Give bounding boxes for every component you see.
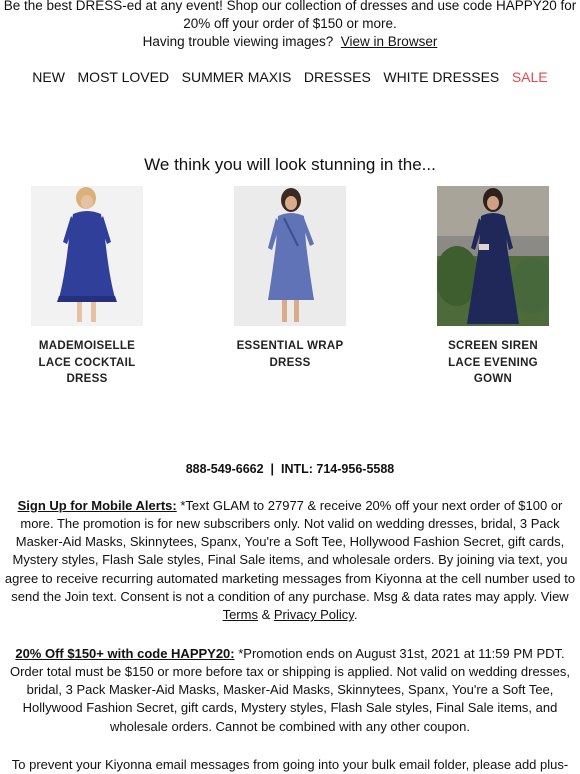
privacy-policy-link[interactable]: Privacy Policy bbox=[273, 607, 354, 623]
promo-terms-paragraph bbox=[2, 645, 578, 736]
headline: We think you will look stunning in the... bbox=[144, 155, 436, 174]
product-name[interactable]: SCREEN SIREN LACE EVENING GOWN bbox=[448, 340, 538, 385]
period: . bbox=[353, 607, 358, 623]
product-image-mademoiselle[interactable] bbox=[31, 186, 143, 326]
product-card[interactable] bbox=[437, 186, 549, 388]
mobile-alerts-body: *Text GLAM to 27977 & receive 20% off your next order of $100 or more. The promotion is for new subscribers only. Not valid on wedding dresses, bridal, 3 Pack Masker-Aid Masks, Skinnytees, Spanx, You're a Soft Tee, Hollywood Fashion Secret, gift cards, Mystery styles, Flash Sale styles, Final Sale items, and wholesale orders. By joining via text, you agree to receive recurring automated marketing messages from Kiyonna at the cell number used to send the Join text. Consent is not a condition of any purchase. Msg & data rates may apply. View bbox=[4, 497, 576, 604]
trouble-text: Having trouble viewing images? bbox=[142, 34, 334, 49]
nav-item-most-loved[interactable]: MOST LOVED bbox=[77, 69, 170, 85]
phone-number[interactable]: 888-549-6662 bbox=[185, 461, 264, 476]
promo-line: Be the best DRESS-ed at any event! Shop our collection of dresses and use code HAPPY20 for 20% off your order of $150 or more. bbox=[3, 0, 577, 31]
product-card[interactable] bbox=[31, 186, 143, 388]
product-name[interactable]: MADEMOISELLE LACE COCKTAIL DRESS bbox=[38, 340, 136, 385]
mobile-alerts-signup-link[interactable]: Sign Up for Mobile Alerts: bbox=[17, 497, 177, 513]
product-name[interactable]: ESSENTIAL WRAP DRESS bbox=[236, 340, 344, 369]
nav-item-summer-maxis[interactable]: SUMMER MAXIS bbox=[181, 69, 292, 85]
product-grid bbox=[0, 186, 580, 388]
product-card[interactable] bbox=[234, 186, 346, 388]
nav-item-sale[interactable]: SALE bbox=[511, 69, 548, 85]
product-image-screen-siren[interactable] bbox=[437, 186, 549, 326]
product-image-essential-wrap[interactable] bbox=[234, 186, 346, 326]
nav-item-white-dresses[interactable]: WHITE DRESSES bbox=[383, 69, 500, 85]
main-nav bbox=[0, 69, 580, 85]
preheader bbox=[0, 0, 580, 51]
view-browser-line bbox=[0, 33, 580, 51]
nav-item-new[interactable]: NEW bbox=[32, 69, 65, 85]
view-in-browser-link[interactable]: View in Browser bbox=[340, 34, 438, 49]
intl-phone[interactable]: INTL: 714-956-5588 bbox=[281, 461, 395, 476]
nav-item-dresses[interactable]: DRESSES bbox=[303, 69, 371, 85]
amp-text: & bbox=[257, 607, 274, 623]
separator: | bbox=[270, 461, 275, 476]
contact-line bbox=[0, 462, 580, 476]
promo-terms-lead[interactable]: 20% Off $150+ with code HAPPY20: bbox=[15, 645, 235, 661]
mobile-alerts-paragraph bbox=[2, 497, 578, 625]
footer-note: To prevent your Kiyonna email messages from going into your bulk email folder, please add plus- bbox=[11, 757, 569, 773]
promo-terms-body: *Promotion ends on August 31st, 2021 at 11:59 PM PDT. Order total must be $150 or more before tax or shipping is applied. Not valid on wedding dresses, bridal, 3 Pack Masker-Aid Masks, Masker-Aid Masks, Skinnytees, Spanx, You're a Soft Tee, Hollywood Fashion Secret, gift cards, Mystery styles, Flash Sale styles, Final Sale items, and wholesale orders. Cannot be combined with any other coupon. bbox=[9, 645, 571, 734]
terms-link[interactable]: Terms bbox=[222, 607, 258, 623]
